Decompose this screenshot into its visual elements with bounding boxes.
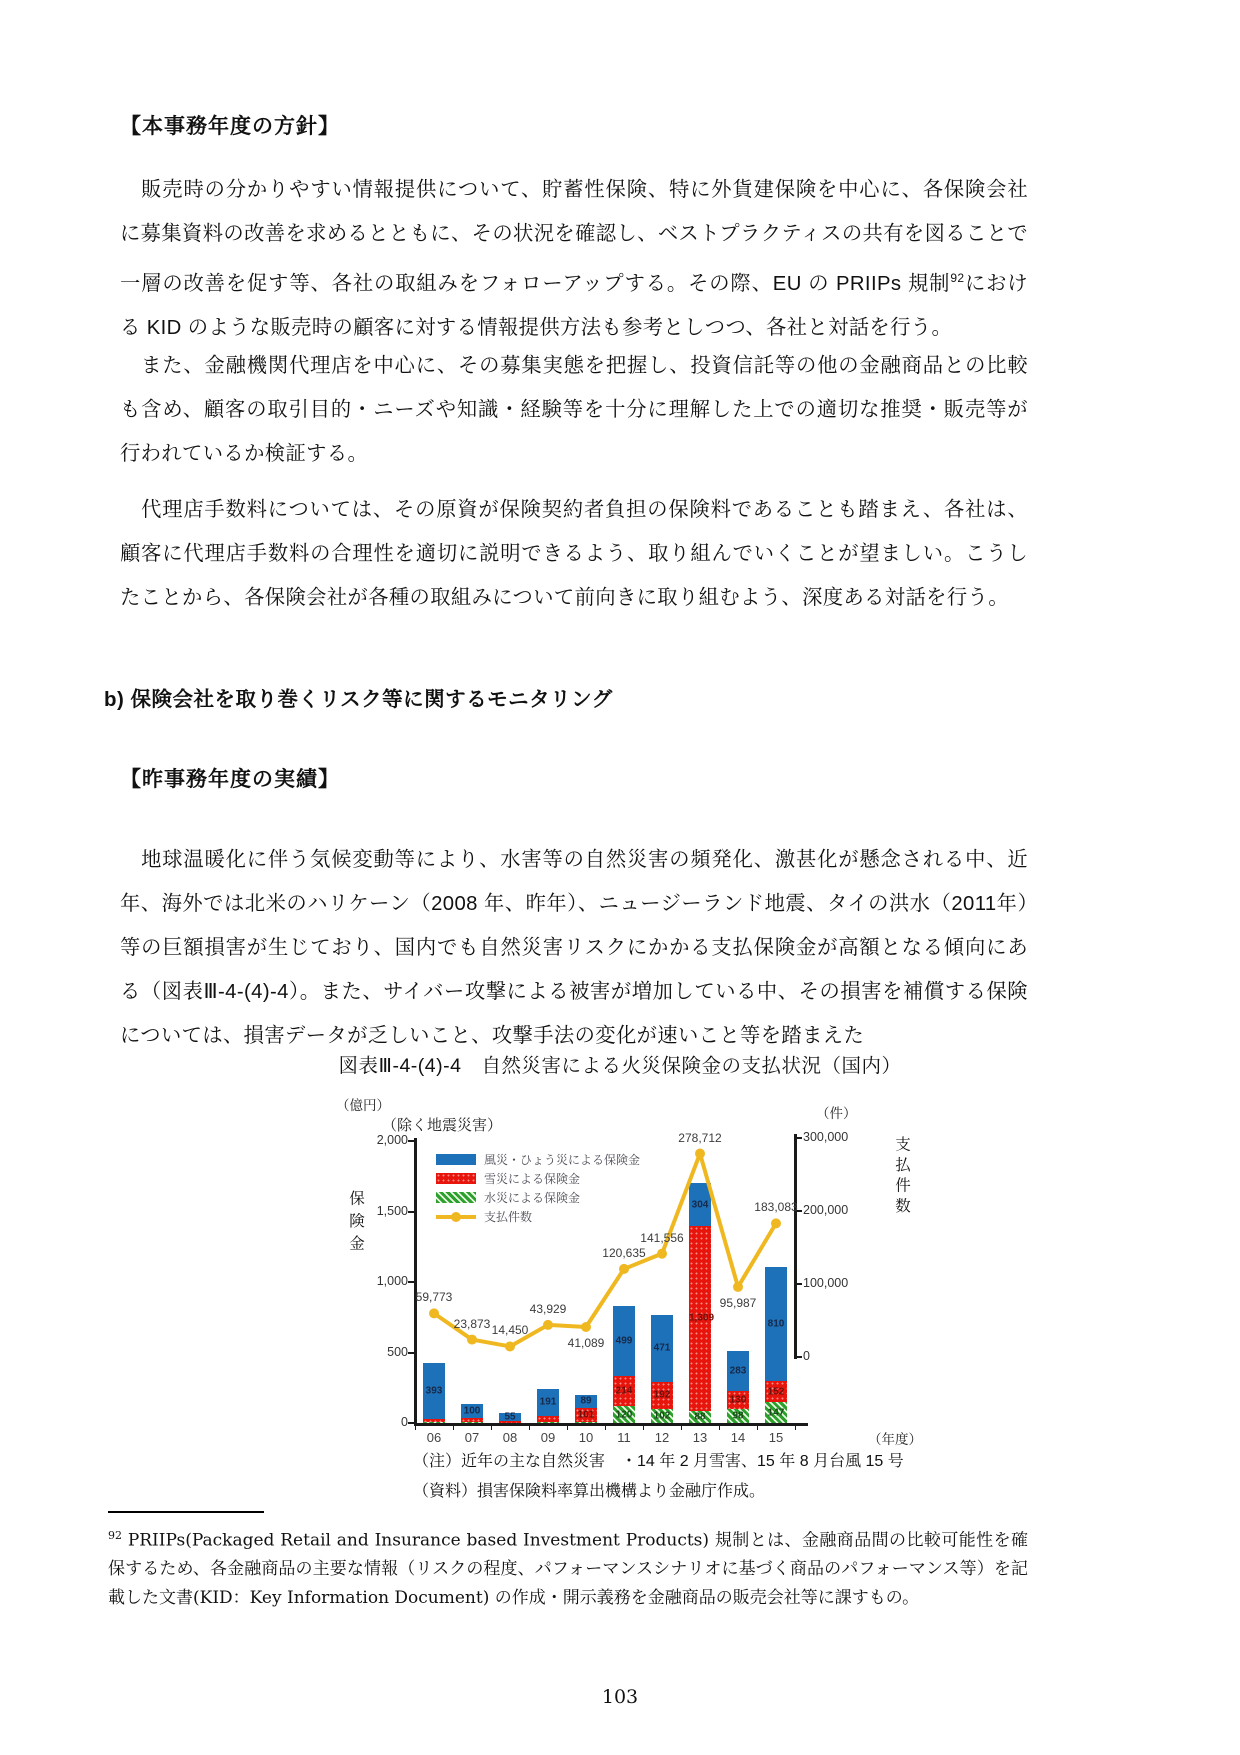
bar-snow-07 [461, 1418, 483, 1421]
section-heading-monitoring: b) 保険会社を取り巻くリスク等に関するモニタリング [104, 688, 613, 711]
bar-value-label: 471 [653, 1342, 671, 1354]
right-axis-tick: 0 [803, 1349, 810, 1363]
bar-snow-11 [613, 1376, 635, 1406]
bar-water-11 [613, 1406, 635, 1423]
left-axis-tick-mark [408, 1281, 414, 1283]
figure-title: 図表Ⅲ-4-(4)-4 自然災害による火災保険金の支払状況（国内） [338, 1055, 902, 1077]
paragraph-2: また、金融機関代理店を中心に、その募集実態を把握し、投資信託等の他の金融商品との比較も含め、顧客の取引目的・ニーズや知識・経験等を十分に理解した上での適切な推奨・販売等が行われているか検証する。 [120, 355, 1028, 465]
legend-swatch [436, 1173, 476, 1184]
line-point [619, 1264, 629, 1274]
bar-snow-14 [727, 1391, 749, 1409]
bar-snow-13 [689, 1226, 715, 1411]
x-axis-category: 08 [502, 1430, 518, 1445]
bar-water-10 [575, 1422, 597, 1423]
y-axis-right [794, 1134, 797, 1359]
x-axis-category: 09 [540, 1430, 556, 1445]
bar-water-13 [689, 1411, 711, 1423]
legend-item [436, 1207, 640, 1226]
right-axis-label: 支払件数 [893, 1136, 910, 1218]
bar-wind-07 [461, 1404, 483, 1418]
bar-snow-09 [537, 1416, 559, 1422]
bar-wind-13 [689, 1183, 711, 1226]
right-axis-tick-mark [796, 1283, 802, 1285]
bar-value-label: 499 [615, 1335, 633, 1347]
right-axis-tick-mark [796, 1356, 802, 1358]
line-point [771, 1218, 781, 1228]
bar-value-label: 89 [580, 1395, 592, 1407]
bar-water-09 [537, 1422, 559, 1423]
paragraph-3: 代理店手数料については、その原資が保険契約者負担の保険料であることも踏まえ、各社は、顧客に代理店手数料の合理性を適切に説明できるよう、取り組んでいくことが望ましい。こうしたことから、各保険会社が各種の取組みについて前向きに取り組むよう、深度ある対話を行う。 [120, 499, 1028, 609]
paragraph-1-text-b: における KID のような販売時の顧客に対する情報提供方法も参考としつつ、各社と対話を行う。 [120, 272, 1028, 339]
legend-item [436, 1188, 640, 1207]
legend-swatch [436, 1192, 476, 1203]
bar-value-label: 101 [577, 1409, 595, 1421]
footnote-marker: 92 [108, 1529, 122, 1542]
left-axis-tick: 500 [387, 1344, 408, 1359]
bar-value-label: 810 [767, 1318, 785, 1330]
line-value-label: 41,089 [567, 1336, 605, 1350]
y-axis-left [414, 1138, 417, 1425]
bar-value-label: 88 [694, 1411, 706, 1423]
bar-wind-06 [423, 1363, 445, 1418]
left-axis-tick-mark [408, 1140, 414, 1142]
right-axis-tick: 300,000 [803, 1130, 849, 1144]
x-axis-category: 10 [578, 1430, 594, 1445]
bar-wind-15 [765, 1267, 787, 1381]
legend-item [436, 1169, 640, 1188]
bar-value-label: 120 [615, 1409, 633, 1421]
bar-snow-10 [575, 1408, 597, 1422]
legend-item [436, 1150, 640, 1169]
x-axis-tick-mark [719, 1425, 721, 1430]
paragraph-1-text-a: 販売時の分かりやすい情報提供について、貯蓄性保険、特に外貨建保険を中心に、各保険会社に募集資料の改善を求めるとともに、その状況を確認し、ベストプラクティスの共有を図ることで一層の改善を促す等、各社の取組みをフォローアップする。その際、EU の PRIIPs 規制 [120, 179, 1029, 295]
x-axis-tick-mark [529, 1425, 531, 1430]
fire-insurance-chart [330, 1090, 948, 1448]
right-axis-tick-mark [796, 1137, 802, 1139]
x-axis-tick-mark [453, 1425, 455, 1430]
bar-value-label: 55 [504, 1411, 516, 1423]
line-point [581, 1322, 591, 1332]
line-point [695, 1149, 705, 1159]
line-value-label: 120,635 [602, 1245, 646, 1260]
left-axis-label: 保険金 [347, 1190, 364, 1258]
chart-note-line: （注）近年の主な自然災害 ・14 年 2 月雪害、15 年 8 月台風 15 号 [413, 1453, 904, 1470]
right-axis-tick: 100,000 [803, 1276, 849, 1290]
line-value-label: 59,773 [415, 1290, 453, 1305]
x-axis-category: 13 [692, 1430, 708, 1445]
bar-wind-08 [499, 1413, 521, 1421]
left-axis-tick: 2,000 [376, 1133, 408, 1147]
bar-value-label: 130 [729, 1394, 747, 1406]
bar-snow-06 [423, 1419, 445, 1422]
bar-water-15 [765, 1402, 787, 1423]
chart-source-line: （資料）損害保険料率算出機構より金融庁作成。 [413, 1483, 766, 1500]
bar-value-label: 191 [539, 1396, 557, 1408]
bar-value-label: 192 [653, 1389, 671, 1401]
line-value-label: 14,450 [491, 1323, 529, 1338]
left-axis-tick: 0 [401, 1415, 408, 1429]
x-axis-tick-mark [567, 1425, 569, 1430]
x-axis-unit: （年度） [868, 1432, 922, 1447]
bar-value-label: 393 [425, 1385, 443, 1397]
x-axis-category: 06 [426, 1430, 442, 1445]
bar-value-label: 102 [653, 1410, 671, 1422]
x-axis-category: 12 [654, 1430, 670, 1445]
x-axis-tick-mark [605, 1425, 607, 1430]
line-value-label: 278,712 [678, 1130, 722, 1145]
x-axis-category: 11 [617, 1430, 631, 1445]
footnote-text: PRIIPs(Packaged Retail and Insurance based Investment Products) 規制とは、金融商品間の比較可能性を確保するため、各金融商品の主要な情報（リスクの程度、パフォーマンスシナリオに基づく商品のパフォーマンス等）を記載した文書(KID：Key Information Document) の作成・開示義務を金融商品の販売会社等に課すもの。 [108, 1530, 1028, 1608]
line-value-label: 23,873 [453, 1316, 491, 1331]
legend-line-swatch [436, 1211, 476, 1222]
bar-value-label: 98 [732, 1410, 744, 1422]
bar-value-label: 152 [767, 1386, 785, 1398]
bar-wind-09 [537, 1389, 559, 1416]
line-value-label: 95,987 [719, 1295, 757, 1310]
page-number: 103 [601, 1686, 639, 1708]
x-axis-tick-mark [681, 1425, 683, 1430]
chart-subtitle: （除く地震災害） [382, 1117, 503, 1134]
chart-notes [413, 1447, 904, 1507]
x-axis-tick-mark [795, 1425, 797, 1430]
line-value-label: 43,929 [529, 1301, 567, 1316]
bar-water-06 [423, 1422, 445, 1423]
x-axis [414, 1423, 808, 1426]
bar-value-label: 304 [691, 1199, 709, 1211]
bar-snow-15 [765, 1381, 787, 1402]
bar-water-12 [651, 1409, 673, 1423]
left-axis-tick: 1,500 [376, 1203, 408, 1218]
line-value-label: 141,556 [640, 1230, 684, 1245]
line-value-label: 183,083 [754, 1200, 798, 1215]
footnote-ref-92: 92 [950, 271, 965, 285]
legend-label: 水災による保険金 [484, 1191, 581, 1205]
left-axis-tick-mark [408, 1352, 414, 1354]
left-axis-tick: 1,000 [376, 1274, 408, 1288]
x-axis-category: 07 [464, 1430, 480, 1445]
left-axis-tick-mark [408, 1211, 414, 1213]
chart-legend [436, 1150, 640, 1226]
x-axis-tick-mark [415, 1425, 417, 1430]
x-axis-tick-mark [643, 1425, 645, 1430]
left-axis-tick-mark [408, 1422, 414, 1424]
footnote-separator [108, 1511, 264, 1513]
bar-value-label: 214 [615, 1385, 633, 1397]
bar-value-label: 147 [767, 1407, 785, 1419]
legend-label: 雪災による保険金 [484, 1172, 581, 1186]
right-axis-unit: （件） [816, 1106, 857, 1121]
legend-label: 風災・ひょう災による保険金 [484, 1153, 641, 1167]
bar-wind-14 [727, 1351, 749, 1391]
left-axis-unit: （億円） [336, 1098, 390, 1113]
right-axis-tick: 200,000 [803, 1203, 849, 1217]
bar-wind-12 [651, 1315, 673, 1381]
paragraph-4: 地球温暖化に伴う気候変動等により、水害等の自然災害の頻発化、激甚化が懸念される中、近年、海外では北米のハリケーン（2008 年、昨年）、ニュージーランド地震、タイの洪水（2011年）等の巨額損害が生じており、国内でも自然災害リスクにかかる支払保険金が高額となる傾向にある（図表Ⅲ-4-(4)-4）。また、サイバー攻撃による被害が増加している中、その損害を補償する保険については、損害データが乏しいこと、攻撃手法の変化が速いこと等を踏まえた [120, 849, 1028, 1047]
x-axis-category: 15 [768, 1430, 784, 1445]
paragraph-1 [120, 168, 1028, 350]
legend-label: 支払件数 [484, 1210, 533, 1224]
x-axis-tick-mark [491, 1425, 493, 1430]
section-heading-results: 【昨事務年度の実績】 [120, 768, 340, 791]
x-axis-category: 14 [730, 1430, 746, 1445]
legend-swatch [436, 1154, 476, 1165]
bar-water-14 [727, 1409, 749, 1423]
bar-wind-10 [575, 1395, 597, 1408]
section-heading-policy: 【本事務年度の方針】 [120, 115, 340, 138]
bar-value-label: 283 [729, 1365, 747, 1377]
footnote [108, 1522, 1028, 1612]
line-point [505, 1341, 515, 1351]
bar-water-07 [461, 1422, 483, 1423]
bar-value-label: 1,309 [689, 1312, 715, 1324]
x-axis-tick-mark [757, 1425, 759, 1430]
bar-value-label: 100 [463, 1405, 481, 1417]
bar-snow-12 [651, 1382, 673, 1409]
line-point [733, 1282, 743, 1292]
